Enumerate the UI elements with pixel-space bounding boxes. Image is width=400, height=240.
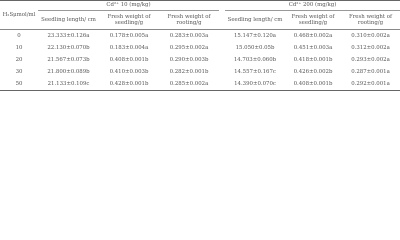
concentration-cell: 30: [15, 68, 23, 75]
table-row: [0, 42, 400, 54]
concentration-cell: 20: [15, 56, 23, 63]
table-cell: 0.410±0.003b: [109, 68, 149, 75]
column-header-fresh-weight-rooting: Fresh weight of rooting/g: [159, 11, 219, 30]
table-row: [0, 66, 400, 78]
table-cell: 21.133±0.109c: [38, 78, 99, 91]
table-cell: 15.050±0.05b: [235, 44, 275, 51]
table-cell: 0.292±0.001a: [341, 78, 400, 91]
concentration-header: H₂Sμmol/ml: [0, 1, 38, 30]
column-header-seedling-length: Seedling length/ cm: [225, 11, 285, 30]
column-header-fresh-weight-seedling: Fresh weight of seedling/g: [99, 11, 159, 30]
table-cell: 14.557±0.167c: [234, 68, 276, 75]
table-cell: 23.333±0.126a: [47, 32, 90, 39]
table-cell: 22.130±0.070b: [47, 44, 90, 51]
table-row: [0, 54, 400, 66]
table-row: [0, 78, 400, 91]
table-cell: 0.290±0.003b: [169, 56, 209, 63]
table-cell: 0.310±0.002a: [351, 32, 390, 39]
table-cell: 14.703±0.060b: [233, 56, 277, 63]
table-cell: 21.800±0.089b: [47, 68, 90, 75]
table-header: [0, 1, 400, 30]
table-cell: 14.390±0.070c: [225, 78, 285, 91]
data-table: [0, 0, 400, 91]
table-body: [0, 30, 400, 91]
table-cell: 0.418±0.001b: [293, 56, 333, 63]
table-cell: 0.312±0.002a: [351, 44, 390, 51]
table-cell: 0.468±0.002a: [293, 32, 333, 39]
table-cell: 0.178±0.005a: [109, 32, 149, 39]
column-header-seedling-length: Seedling length/ cm: [38, 11, 99, 30]
table-cell: 0.282±0.001b: [169, 68, 209, 75]
data-table-container: [0, 0, 400, 90]
table-cell: 0.295±0.002a: [169, 44, 209, 51]
table-cell: 0.408±0.001b: [109, 56, 149, 63]
table-cell: 0.293±0.002a: [351, 56, 390, 63]
column-header-fresh-weight-seedling: Fresh weight of seedling/g: [285, 11, 341, 30]
table-cell: 0.408±0.001b: [285, 78, 341, 91]
table-cell: 0.428±0.001b: [99, 78, 159, 91]
table-cell: 0.287±0.001a: [351, 68, 390, 75]
table-cell: 0.283±0.003a: [169, 32, 209, 39]
table-cell: 0.285±0.002a: [159, 78, 219, 91]
table-cell: 21.567±0.073b: [47, 56, 90, 63]
column-header-fresh-weight-rooting: Fresh weight of rooting/g: [341, 11, 400, 30]
group-header-cd10: Cd²⁺ 10 (mg/kg): [38, 1, 219, 11]
table-cell: 15.147±0.120a: [233, 32, 277, 39]
concentration-cell: 0: [17, 32, 21, 39]
table-cell: 0.426±0.002b: [293, 68, 333, 75]
group-header-cd200: Cd²⁺ 200 (mg/kg): [225, 1, 400, 11]
table-cell: 0.451±0.003a: [293, 44, 333, 51]
table-cell: 0.183±0.004a: [109, 44, 149, 51]
table-row: [0, 30, 400, 43]
concentration-cell: 10: [15, 44, 23, 51]
concentration-cell: 50: [0, 78, 38, 91]
